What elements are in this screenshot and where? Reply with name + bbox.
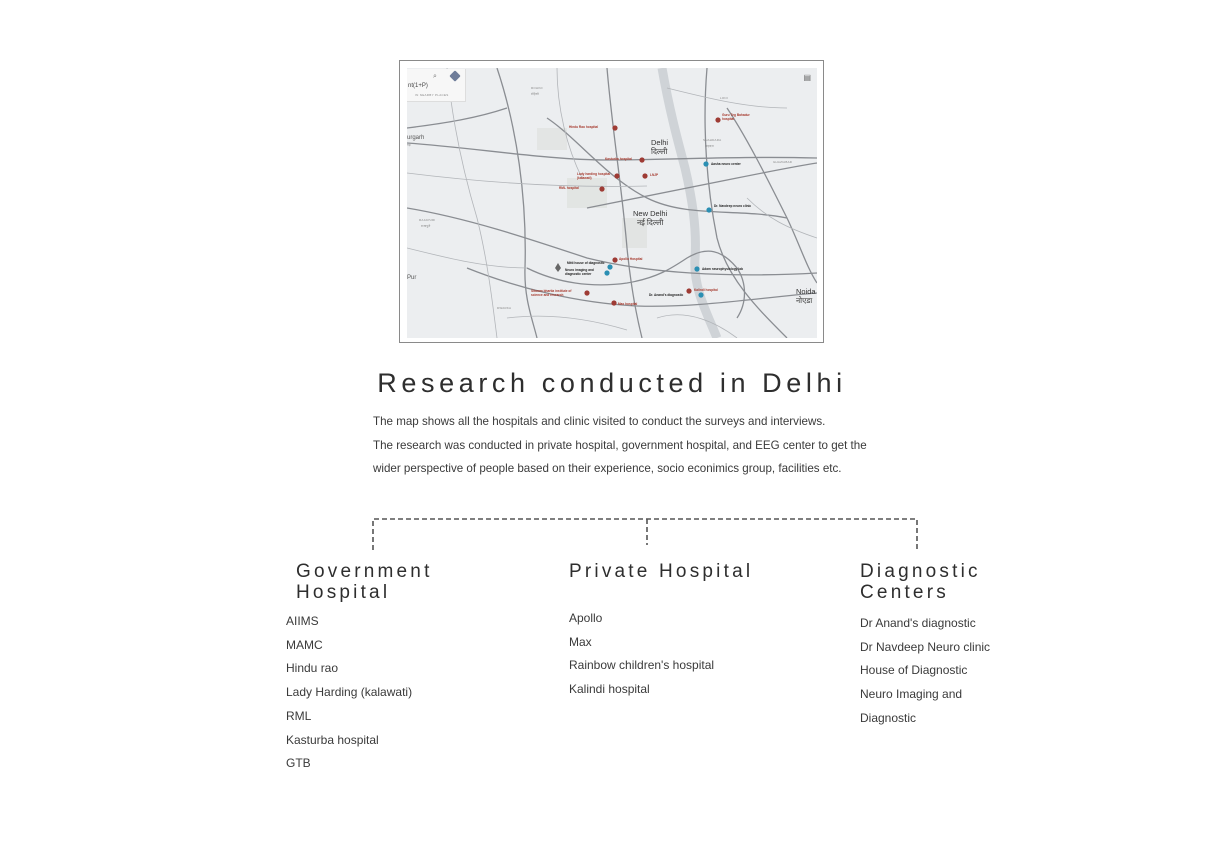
map-tag-navdeep: Dr. Navdeep neuro clinic — [714, 204, 752, 208]
layers-icon: ▤ — [803, 73, 811, 82]
search-icon: ⌕ — [433, 73, 437, 80]
government-hospital-list — [286, 610, 412, 776]
map-tag-neuro-imaging: Neuro imaging and diagnostic center — [565, 268, 594, 276]
map-tag-max: Max hospital — [618, 302, 638, 306]
description-line: wider perspective of people based on their experience, socio econimics group, facilities etc. — [373, 462, 842, 476]
map-tag-gtb: Guru Teg Bahadur hospital — [722, 113, 750, 121]
list-item: GTB — [286, 756, 311, 771]
map-label-rohini-hi: रोहिणी — [531, 92, 539, 96]
map-tag-kalindi: Kalindi hospital — [694, 288, 718, 292]
map-label-dwarka: DWARKA — [497, 306, 512, 310]
government-hospital-heading — [296, 561, 433, 603]
list-item: MAMC — [286, 637, 323, 652]
list-item: Apollo — [569, 611, 603, 625]
map-search-hint: IN NEARBY PLACES — [415, 93, 449, 97]
map-label-ghaziabad: GHAZIABAD — [773, 160, 793, 164]
map-tag-apollo: Apollo Hospital — [619, 257, 643, 261]
heading-line: Diagnostic — [860, 561, 981, 582]
map-label-pur: Pur — [407, 275, 417, 281]
heading-line: Hospital — [296, 582, 391, 603]
map-label-noida: Noida — [796, 287, 816, 296]
list-item: Dr Navdeep Neuro clinic — [860, 639, 991, 654]
map-label-bahadurgarh-hi: गढ़ — [407, 143, 411, 147]
map-label-rohini: ROHINI — [531, 86, 543, 90]
map-tag-lnjp: LNJP — [650, 173, 659, 177]
list-item: House of Diagnostic — [860, 663, 968, 678]
list-item: Neuro Imaging and — [860, 687, 963, 702]
map-label-delhi-hi: दिल्ली — [651, 147, 668, 156]
map-tag-kasturba: Kasturba hospital — [605, 157, 632, 161]
map-label-bahadurgarh: urgarh — [407, 135, 425, 141]
list-item: Max — [569, 634, 592, 649]
map-tag-rml: RML hospital — [559, 186, 579, 190]
map-tag-aasha: Aasha neuro center — [711, 162, 741, 166]
map-tag-lady-harding: Lady harding hospital (kalawati) — [577, 172, 611, 180]
map-search-text: nt(1+P) — [408, 83, 428, 89]
heading-line: Government — [296, 561, 433, 582]
list-item: RML — [286, 708, 312, 723]
map-tag-adam: Adam neurophysiology lab — [702, 267, 743, 271]
map-tag-house-diag: Mitti house of diagnostic — [567, 261, 605, 265]
private-hospital-heading — [569, 561, 753, 582]
map-tag-anand: Dr. Anand's diagnostic — [649, 293, 684, 297]
heading-line: Centers — [860, 582, 949, 603]
map-label-shahdara: SHAHDARA — [703, 138, 722, 142]
diagnostic-centers-heading — [860, 561, 981, 603]
map-tag-sitaram: Sitaram bhartia institute of science and research — [531, 289, 572, 297]
map-label-delhi: Delhi — [651, 138, 669, 147]
list-item: Kasturba hospital — [286, 732, 379, 747]
map-label-shahdara-hi: शाहदरा — [705, 144, 714, 148]
list-item: Rainbow children's hospital — [569, 658, 715, 673]
map-label-loni: LONI — [720, 96, 728, 100]
heading-line: Private Hospital — [569, 561, 754, 582]
map-label-new-delhi: New Delhi — [633, 209, 668, 218]
description-line: The map shows all the hospitals and clinic visited to conduct the surveys and interviews. — [373, 415, 826, 428]
private-hospital-list — [569, 607, 714, 702]
list-item: Hindu rao — [286, 661, 339, 676]
list-item: Diagnostic — [860, 710, 917, 725]
list-item: AIIMS — [286, 614, 319, 628]
map-tag-hindu-rao: Hindu Rao hospital — [569, 125, 599, 129]
page-title: Research conducted in Delhi — [377, 368, 847, 398]
map-label-new-delhi-hi: नई दिल्ली — [637, 218, 664, 227]
list-item: Lady Harding (kalawati) — [286, 685, 413, 700]
diagnostic-centers-list — [860, 612, 990, 731]
map-label-rajapuri: RAJAPURI — [419, 218, 436, 222]
map-label-rajapuri-hi: राजापुरी — [421, 224, 431, 228]
list-item: Kalindi hospital — [569, 682, 650, 697]
description-line: The research was conducted in private hospital, government hospital, and EEG center to get the — [373, 438, 867, 452]
map-label-noida-hi: नोएडा — [796, 296, 813, 305]
list-item: Dr Anand's diagnostic — [860, 616, 976, 630]
